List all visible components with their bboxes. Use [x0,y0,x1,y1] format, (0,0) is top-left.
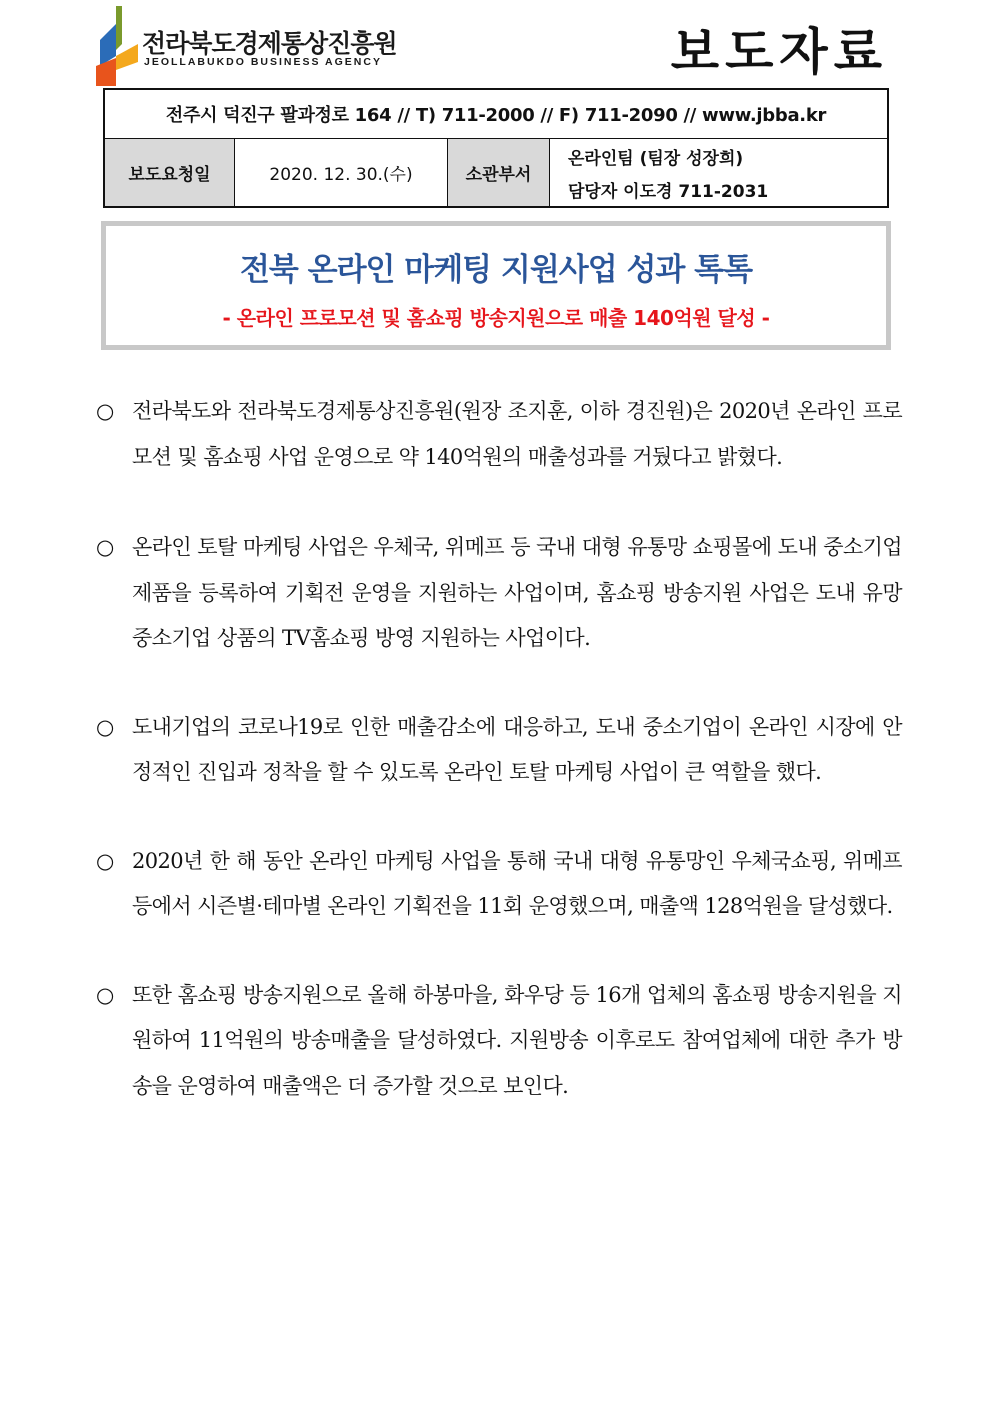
paragraph-text: 2020년 한 해 동안 온라인 마케팅 사업을 통해 국내 대형 유통망인 우체국쇼핑, 위메프 등에서 시즌별·테마별 온라인 기획전을 11회 운영했으며, 매출액 128억원을 달성했다. [132,848,902,918]
paragraph-text: 온라인 토탈 마케팅 사업은 우체국, 위메프 등 국내 대형 유통망 쇼핑몰에 도내 중소기업 제품을 등록하여 기획전 운영을 지원하는 사업이며, 홈쇼핑 방송지원 사업은 도내 유망 중소기업 상품의 TV홈쇼핑 방영 지원하는 사업이다. [132,535,902,650]
department-info [550,139,887,206]
agency-logo [94,4,397,88]
bullet-circle-icon: ○ [96,399,114,423]
department-label: 소관부서 [448,139,550,206]
request-date-label: 보도요청일 [105,139,235,206]
bullet-circle-icon: ○ [96,982,114,1007]
body-paragraph [96,839,902,930]
address-line: 전주시 덕진구 팔과정로 164 // T) 711-2000 // F) 711-2090 // www.jbba.kr [105,90,887,139]
paragraph-text: 전라북도와 전라북도경제통상진흥원(원장 조지훈, 이하 경진원)은 2020년 온라인 프로모션 및 홈쇼핑 사업 운영으로 약 140억원의 매출성과를 거뒀다고 밝혔다. [132,399,902,469]
department-team: 온라인팀 (팀장 성장희) [568,148,744,169]
document-type-title: 보도자료 [670,23,888,81]
bullet-circle-icon: ○ [96,714,114,739]
body-paragraph [96,389,902,480]
headline-title: 전북 온라인 마케팅 지원사업 성과 톡톡 [239,252,753,288]
body-paragraph [96,973,902,1110]
body-paragraph [96,525,902,662]
org-name-korean: 전라북도경제통상진흥원 [142,29,397,58]
request-info-row [105,139,887,206]
paragraph-text: 또한 홈쇼핑 방송지원으로 올해 하봉마을, 화우당 등 16개 업체의 홈쇼핑 방송지원을 지원하여 11억원의 방송매출을 달성하였다. 지원방송 이후로도 참여업체에 대한 추가 방송을 운영하여 매출액은 더 증가할 것으로 보인다. [132,982,902,1098]
department-contact: 담당자 이도경 711-2031 [568,181,769,202]
headline-box [101,221,891,350]
org-name-english: JEOLLABUKDO BUSINESS AGENCY [144,56,382,68]
body-paragraph [96,705,902,796]
contact-info-table [103,88,889,208]
agency-logo-icon [94,4,138,88]
bullet-circle-icon: ○ [96,535,114,559]
press-release-body [96,389,902,1109]
headline-subtitle: - 온라인 프로모션 및 홈쇼핑 방송지원으로 매출 140억원 달성 - [222,306,770,330]
paragraph-text: 도내기업의 코로나19로 인한 매출감소에 대응하고, 도내 중소기업이 온라인 시장에 안정적인 진입과 정착을 할 수 있도록 온라인 토탈 마케팅 사업이 큰 역할을 했다. [132,714,902,784]
request-date-value: 2020. 12. 30.(수) [235,139,448,206]
bullet-circle-icon: ○ [96,848,114,873]
